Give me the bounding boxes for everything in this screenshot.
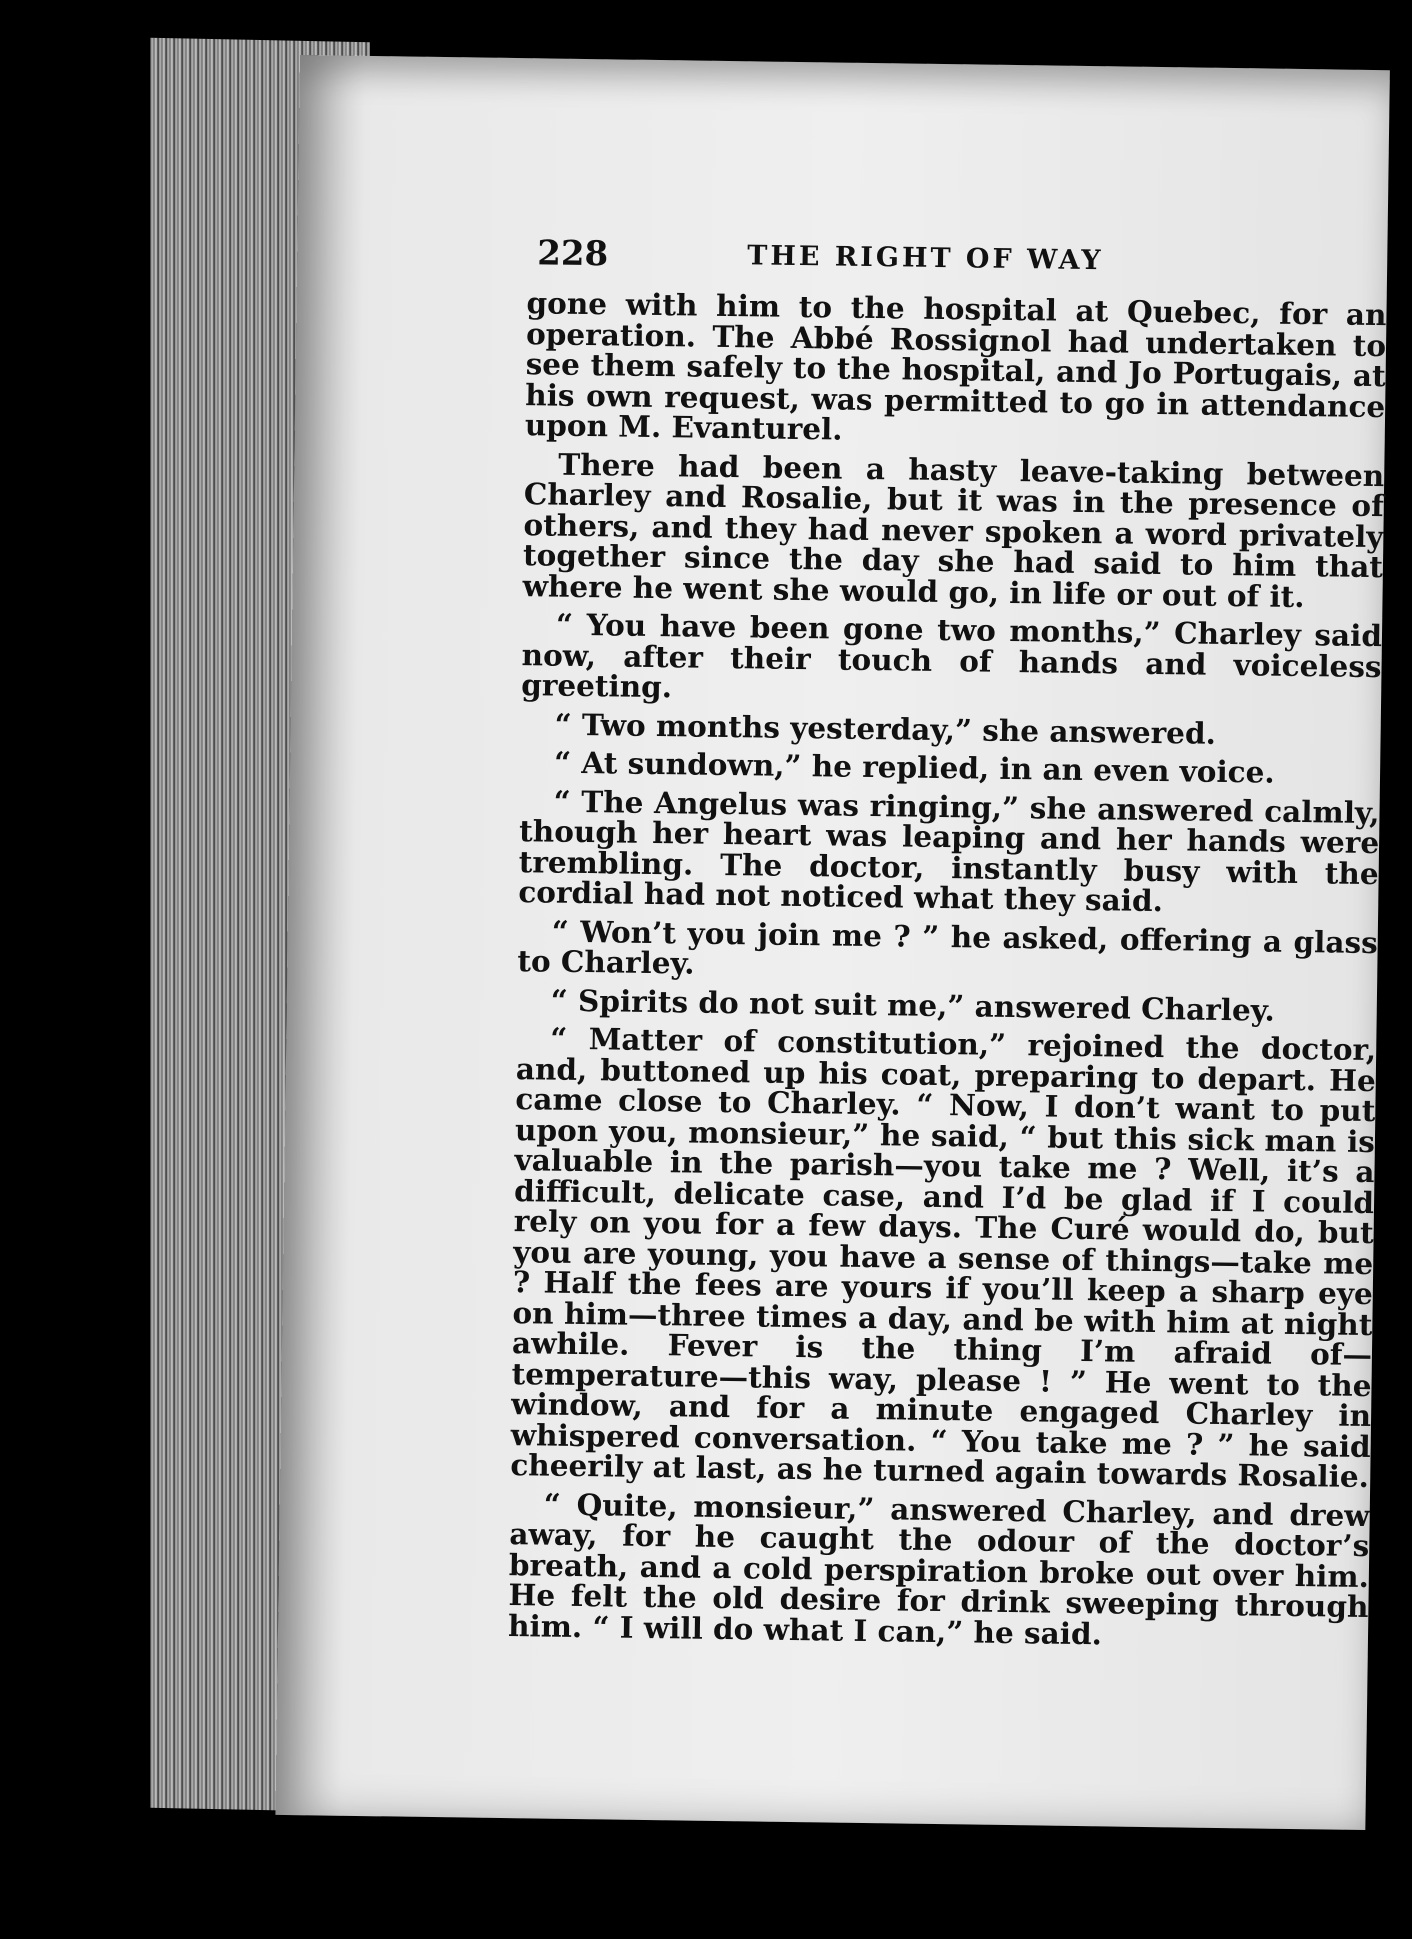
running-title: THE RIGHT OF WAY bbox=[747, 240, 1104, 277]
paragraph: “ Won’t you join me ? ” he asked, offering a glass to Charley. bbox=[517, 913, 1378, 981]
book-page bbox=[275, 55, 1389, 1830]
paragraph: “ Two months yesterday,” she answered. bbox=[554, 706, 1217, 751]
paragraph: “ The Angelus was ringing,” she answered calmly, though her heart was leaping and her hands were trembling. The doctor, instantly busy with the cordial had not noticed what they said. bbox=[518, 783, 1380, 919]
page-number: 228 bbox=[536, 233, 609, 275]
body-text bbox=[507, 285, 1387, 1661]
paragraph: There had been a hasty leave-taking between Charley and Rosalie, but it was in the presence of others, and they had never spoken a word privately together since the day she had said to him that where he went she would go, in life or out of it. bbox=[522, 446, 1385, 614]
paragraph: “ You have been gone two months,” Charley said now, after their touch of hands and voiceless greeting. bbox=[520, 606, 1383, 705]
paragraph: gone with him to the hospital at Quebec, for an operation. The Abbé Rossignol had undertaken to see them safely to the hospital, and Jo Portugais, at his own request, was permitted to go in attendance upon M. Evanturel. bbox=[524, 285, 1387, 447]
paragraph: “ At sundown,” he replied, in an even voice. bbox=[553, 744, 1275, 790]
paragraph: “ Matter of constitution,” rejoined the doctor, and, buttoned up his coat, preparing to depart. He came close to Charley. “ Now, I don’t want to put upon you, monsieur,” he said, “ but this sick man is valuable in the parish—you take me ? Well, it’s a difficult, delicate case, and I’d be glad if I could rely on you for a few days. The Curé would do, but you are young, you have a sense of things—take me ? Half the fees are yours if you’ll keep a sharp eye on him—three times a day, and be with him at night awhile. Fever is the thing I’m afraid of—temperature—this way, please ! ” He went to the window, and for a minute engaged Charley in whispered conversation. “ You take me ? ” he said cheerily at last, as he turned again towards Rosalie. bbox=[510, 1020, 1377, 1495]
paragraph: “ Spirits do not suit me,” answered Charley. bbox=[550, 982, 1276, 1028]
paragraph: “ Quite, monsieur,” answered Charley, and drew away, for he caught the odour of the doctor’s breath, and a cold perspiration broke out over him. He felt the old desire for drink sweeping through him. “ I will do what I can,” he said. bbox=[507, 1486, 1370, 1651]
